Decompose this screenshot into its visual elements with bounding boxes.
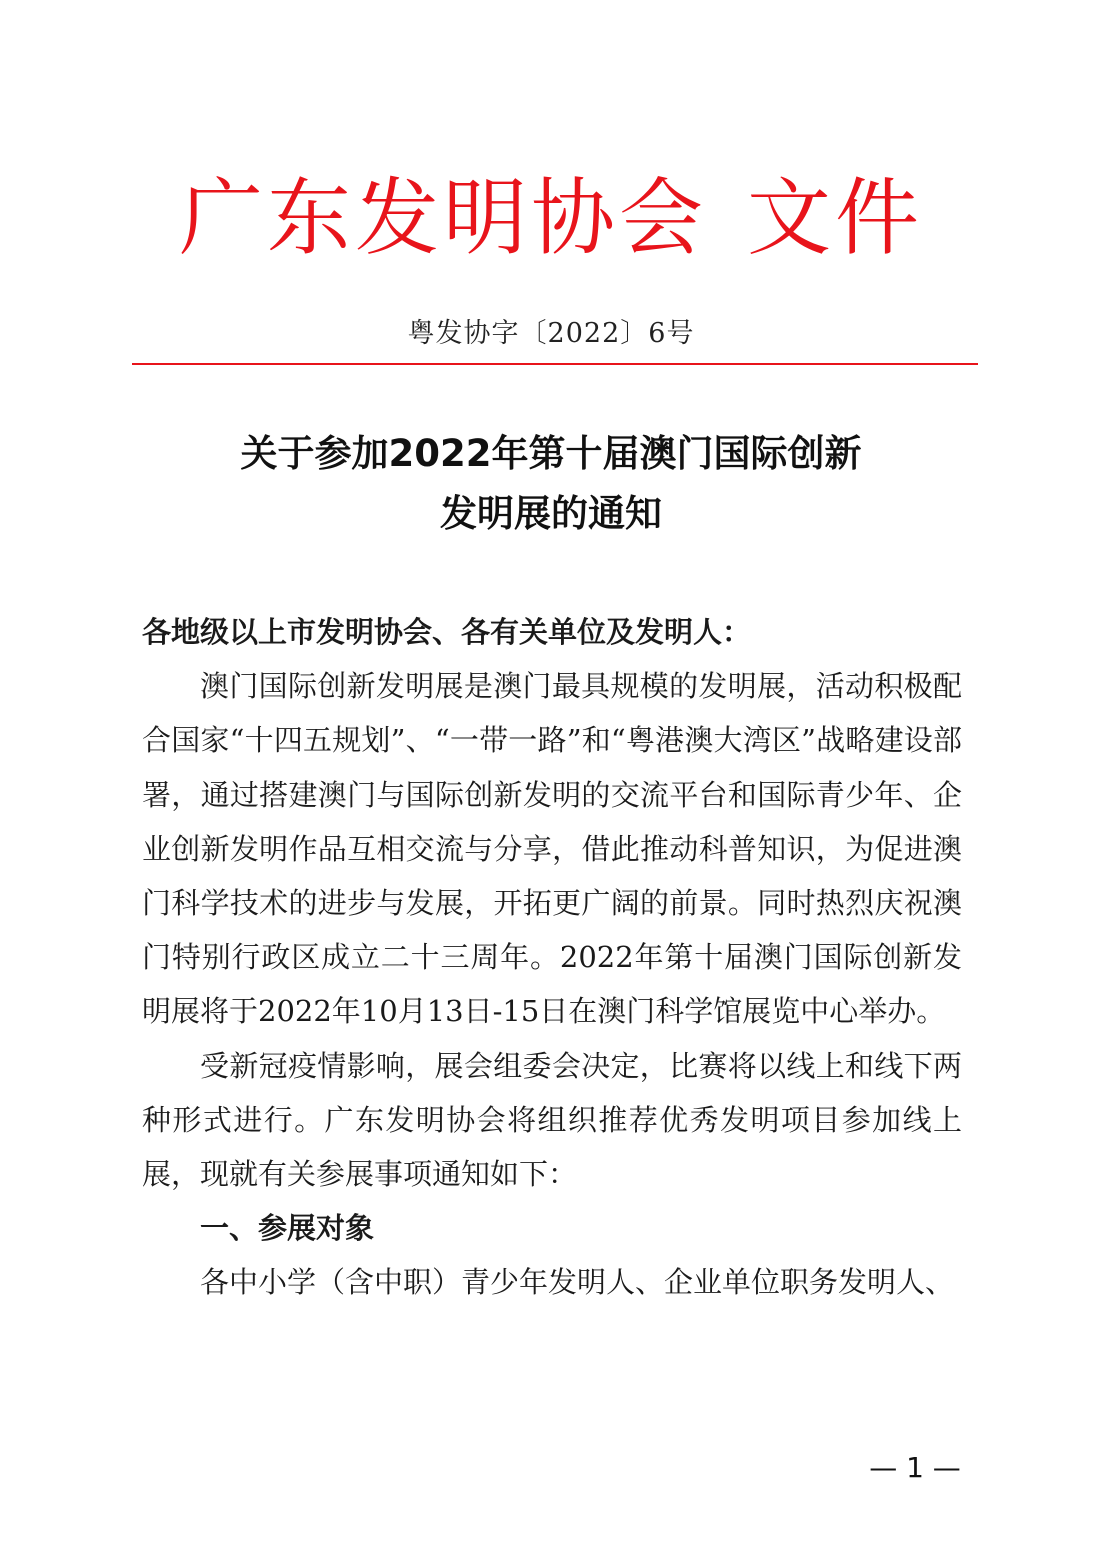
document-body [142,605,962,1310]
red-divider [132,363,978,365]
section-heading-1: 一、参展对象 [200,1211,375,1246]
paragraph-1: 澳门国际创新发明展是澳门最具规模的发明展，活动积极配合国家“十四五规划”、“一带一路”和“粤港澳大湾区”战略建设部署，通过搭建澳门与国际创新发明的交流平台和国际青少年、企业创新发明作品互相交流与分享，借此推动科普知识，为促进澳门科学技术的进步与发展，开拓更广阔的前景。同时热烈庆祝澳门特别行政区成立二十三周年。2022年第十届澳门国际创新发明展将于2022年10月13日-15日在澳门科学馆展览中心举办。 [142,669,962,1029]
title-line-2: 发明展的通知 [440,492,662,535]
masthead [0,168,1102,268]
section-1-text: 各中小学（含中职）青少年发明人、企业单位职务发明人、 [200,1265,955,1300]
title-line-1: 关于参加2022年第十届澳门国际创新 [240,432,862,475]
document-number: 粤发协字〔2022〕6号 [407,318,695,349]
masthead-org-name: 广东发明协会 [178,169,707,267]
salutation: 各地级以上市发明协会、各有关单位及发明人： [142,615,752,649]
masthead-doc-type: 文件 [747,169,924,267]
page-number: — 1 — [869,1451,961,1484]
document-title [0,424,1102,544]
paragraph-2: 受新冠疫情影响，展会组委会决定，比赛将以线上和线下两种形式进行。广东发明协会将组织推荐优秀发明项目参加线上展，现就有关参展事项通知如下： [142,1048,962,1192]
